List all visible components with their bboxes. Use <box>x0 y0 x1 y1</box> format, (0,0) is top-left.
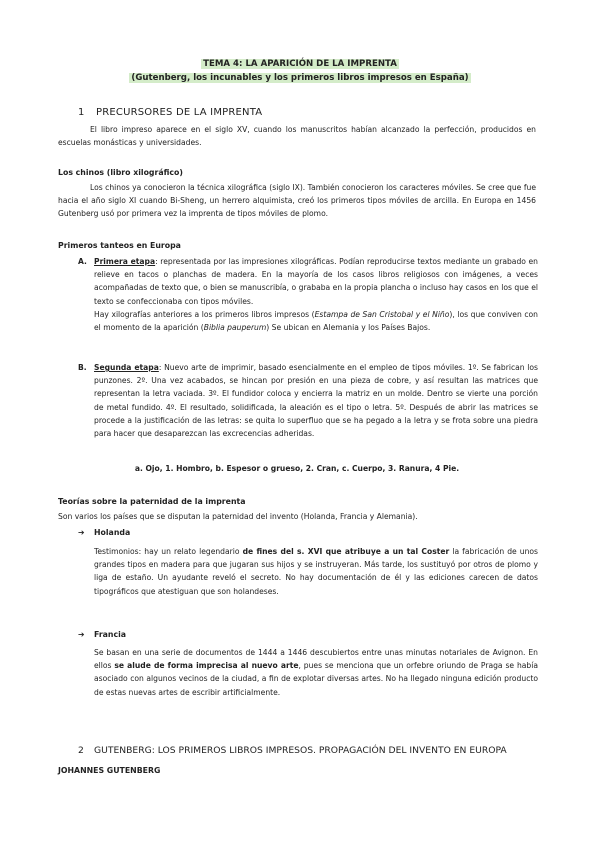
stage-a-text2-pre: Hay xilografías anteriores a los primeros libros impresos ( <box>94 309 315 319</box>
francia-bullet <box>78 630 126 639</box>
stage-b-marker: B. <box>78 363 87 372</box>
stage-a-body: : representada por las impresiones xilográficas. Podían reproducirse textos mediante un grabado en relieve en tacos o planchas de madera. En la mayoría de los casos libros religiosos con imágenes, a veces acompañadas de texto que, o bien se manuscribía, o grababa en la propia plancha o incluso hay casos en los que el texto se confeccionaba con tipos móviles. <box>94 257 538 306</box>
stage-a-marker: A. <box>78 257 87 266</box>
chinos-paragraph: Los chinos ya conocieron la técnica xilográfica (siglo IX). También conocieron los caracteres móviles. Se cree que fue hacia el año siglo XI cuando Bi-Sheng, un herrero alquimista, creó los primeros tipos móviles de arcilla. En Europa en 1456 Gutenberg usó por primera vez la imprenta de tipos móviles de plomo. <box>58 183 536 219</box>
holanda-pre: Testimonios: hay un relato legendario <box>94 547 243 556</box>
francia-bold: se alude de forma imprecisa al nuevo arte <box>114 661 299 671</box>
stage-b-label: Segunda etapa <box>94 363 159 372</box>
stage-b-text <box>94 361 538 440</box>
holanda-paragraph <box>94 545 538 598</box>
section1-number: 1 <box>78 107 85 118</box>
section2-heading <box>78 745 507 756</box>
stage-b-body: : Nuevo arte de imprimir, basado esencialmente en el empleo de tipos móviles. 1º. Se fabrican los punzones. 2º. Una vez acabados, se hincan por presión en una pieza de cobre, y así resultan las matrices que representan la letra vaciada. 3º. El fundidor coloca y encierra la matriz en un molde. Dentro se vierte una porción de metal fundido. 4º. El resultado, solidificada, la aleación es el tipo o letra. 5º. Después de abrir las matrices se procede a la justificación de las letras: se quita lo superfluo que se ha pegado a la letra y se frota sobre una piedra para hacer que desaparezcan las excrecencias adheridas. <box>94 363 538 439</box>
section2-subheading: JOHANNES GUTENBERG <box>58 766 161 775</box>
section2-number: 2 <box>78 745 84 756</box>
section1-title: PRECURSORES DE LA IMPRENTA <box>96 107 263 118</box>
francia-post: , pues se menciona que un orfebre oriundo de Praga se había asociado con algunos vecinos de la ciudad, a fin de explotar diversas artes. No ha llegado ninguna edición producto de estas nuevas artes de escribir artificialmente. <box>94 661 538 697</box>
arrow-icon: ➔ <box>78 630 85 639</box>
doc-title-line2 <box>0 72 600 84</box>
title-text: TEMA 4: LA APARICIÓN DE LA IMPRENTA <box>203 59 397 69</box>
type-parts-caption: a. Ojo, 1. Hombro, b. Espesor o grueso, 2. Cran, c. Cuerpo, 3. Ranura, 4 Pie. <box>134 464 460 473</box>
francia-paragraph <box>94 646 538 699</box>
stage-a-text <box>94 255 538 308</box>
francia-pre: Se basan en una serie de documentos de 1444 a 1446 descubiertos entre unas minutas notariales de Avignon. En ellos <box>94 648 538 671</box>
teorias-intro: Son varios los países que se disputan la paternidad del invento (Holanda, Francia y Alemania). <box>58 512 418 521</box>
tanteos-heading: Primeros tanteos en Europa <box>58 241 181 250</box>
stage-a-text2 <box>94 308 538 334</box>
stage-a-label: Primera etapa <box>94 257 156 266</box>
doc-title-line1 <box>0 58 600 70</box>
section1-heading <box>78 107 262 118</box>
stage-a-text2-mid: ), los que conviven con el momento de la aparición ( <box>94 309 538 333</box>
chinos-heading: Los chinos (libro xilográfico) <box>58 168 183 177</box>
stage-a-text2-ital1: Estampa de San Cristobal y el Niño <box>314 309 450 319</box>
subtitle-text: (Gutenberg, los incunables y los primeros libros impresos en España) <box>131 73 469 83</box>
arrow-icon: ➔ <box>78 528 85 537</box>
section1-intro: El libro impreso aparece en el siglo XV, cuando los manuscritos habían alcanzado la perfección, producidos en escuelas monásticas y universidades. <box>58 125 536 148</box>
holanda-bullet <box>78 528 130 537</box>
holanda-bold: de fines del s. XVI que atribuye a un tal Coster <box>242 547 450 556</box>
stage-a-text2-post: ) Se ubican en Alemania y los Países Bajos. <box>266 323 431 333</box>
holanda-post: la fabricación de unos grandes tipos en madera para que jugaran sus hijos y se instruyeran. Más tarde, los sustituyó por otros de plomo y liga de estaño. Un ayudante reveló el secreto. No hay documentación de él y las ediciones carecen de datos tipográficos que atestiguan que son holandeses. <box>94 547 539 596</box>
stage-a-item <box>78 255 538 334</box>
francia-label: Francia <box>94 630 127 639</box>
teorias-heading: Teorías sobre la paternidad de la imprenta <box>58 497 246 506</box>
holanda-label: Holanda <box>94 528 131 537</box>
stage-a-text2-ital2: Biblia pauperum <box>203 323 267 333</box>
section2-title: GUTENBERG: LOS PRIMEROS LIBROS IMPRESOS. PROPAGACIÓN DEL INVENTO EN EUROPA <box>94 745 507 756</box>
stage-b-item <box>78 361 538 440</box>
